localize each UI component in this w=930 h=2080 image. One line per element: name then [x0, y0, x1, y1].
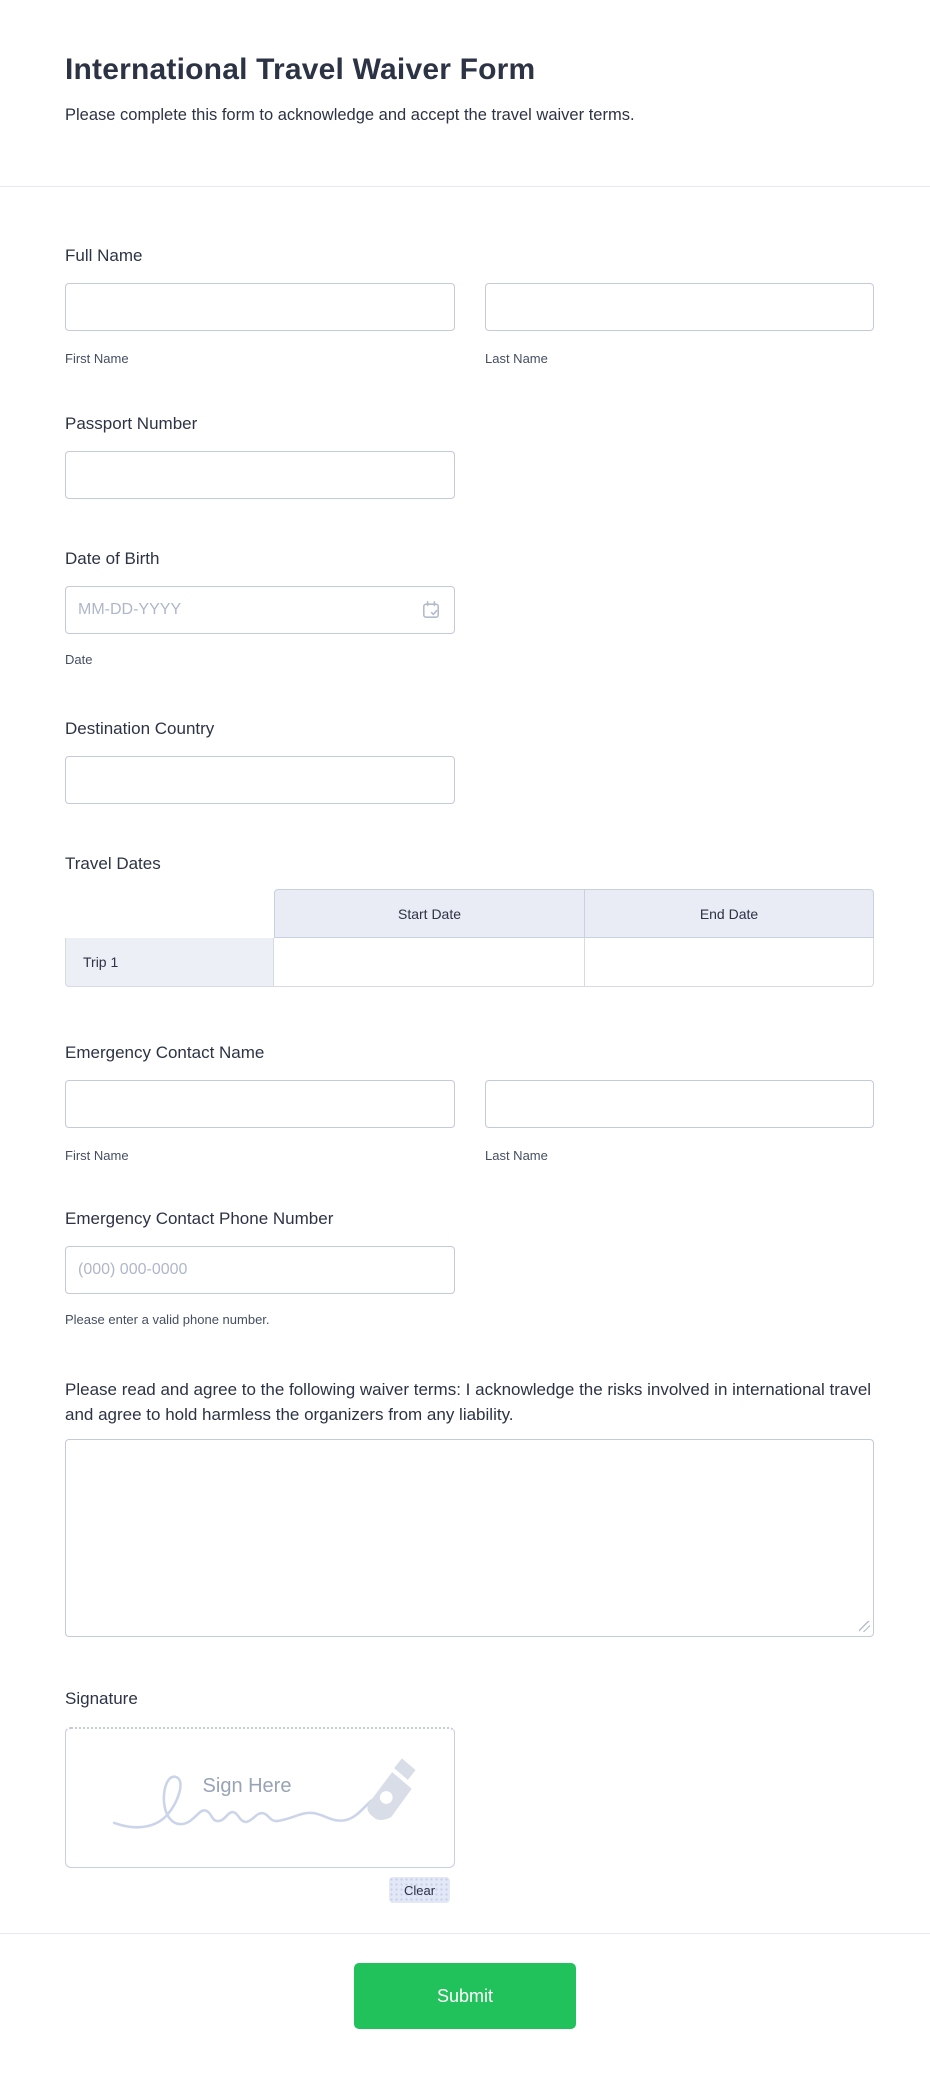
full-name-label: Full Name [65, 246, 143, 265]
table-header-start-date: Start Date [274, 889, 585, 938]
field-signature [65, 1688, 874, 1903]
full-name-last-input[interactable] [485, 283, 874, 331]
destination-country-label: Destination Country [65, 719, 215, 738]
page-subtitle: Please complete this form to acknowledge and accept the travel waiver terms. [65, 106, 635, 124]
date-sublabel: Date [65, 652, 93, 667]
form-body [0, 245, 930, 1903]
field-full-name [65, 245, 874, 367]
emergency-first-name-sublabel: First Name [65, 1148, 129, 1163]
page-title: International Travel Waiver Form [65, 53, 536, 86]
signature-clear-button[interactable]: Clear [389, 1877, 450, 1903]
field-emergency-contact-name [65, 1042, 874, 1164]
emergency-contact-phone-input[interactable] [65, 1246, 455, 1294]
emergency-last-name-sublabel: Last Name [485, 1148, 548, 1163]
emergency-contact-name-label: Emergency Contact Name [65, 1043, 265, 1062]
trip-1-start-date-cell[interactable] [274, 938, 585, 987]
signature-squiggle [66, 1729, 454, 1867]
date-of-birth-label: Date of Birth [65, 549, 160, 568]
trip-1-end-date-cell[interactable] [585, 938, 874, 987]
table-row-header-trip-1: Trip 1 [65, 938, 274, 987]
footer-divider [0, 1933, 930, 1934]
emergency-last-name-input[interactable] [485, 1080, 874, 1128]
passport-number-label: Passport Number [65, 414, 198, 433]
travel-dates-label: Travel Dates [65, 854, 161, 873]
waiver-terms-label: Please read and agree to the following waiver terms: I acknowledge the risks involved in international travel and agree to hold harmless the organizers from any liability. [65, 1380, 872, 1424]
form-header [0, 0, 930, 187]
submit-button[interactable]: Submit [354, 1963, 576, 2029]
passport-number-input[interactable] [65, 451, 455, 499]
waiver-terms-textarea[interactable] [65, 1439, 874, 1637]
date-of-birth-input[interactable] [65, 586, 455, 634]
phone-validation-sublabel: Please enter a valid phone number. [65, 1312, 270, 1327]
table-corner-cell [65, 889, 274, 938]
destination-country-input[interactable] [65, 756, 455, 804]
field-waiver-terms [65, 1377, 874, 1637]
pen-nib-icon [367, 1758, 415, 1820]
field-passport-number [65, 413, 874, 499]
full-name-last-sublabel: Last Name [485, 351, 548, 366]
travel-dates-table [65, 889, 874, 987]
emergency-first-name-input[interactable] [65, 1080, 455, 1128]
table-header-end-date: End Date [585, 889, 874, 938]
signature-label: Signature [65, 1689, 138, 1708]
field-emergency-contact-phone [65, 1208, 874, 1328]
field-date-of-birth [65, 548, 874, 668]
signature-pad[interactable] [65, 1727, 455, 1868]
emergency-contact-phone-label: Emergency Contact Phone Number [65, 1209, 334, 1228]
field-travel-dates [65, 853, 874, 987]
sign-here-text: Sign Here [202, 1775, 292, 1797]
full-name-first-sublabel: First Name [65, 351, 129, 366]
field-destination-country [65, 718, 874, 804]
full-name-first-input[interactable] [65, 283, 455, 331]
